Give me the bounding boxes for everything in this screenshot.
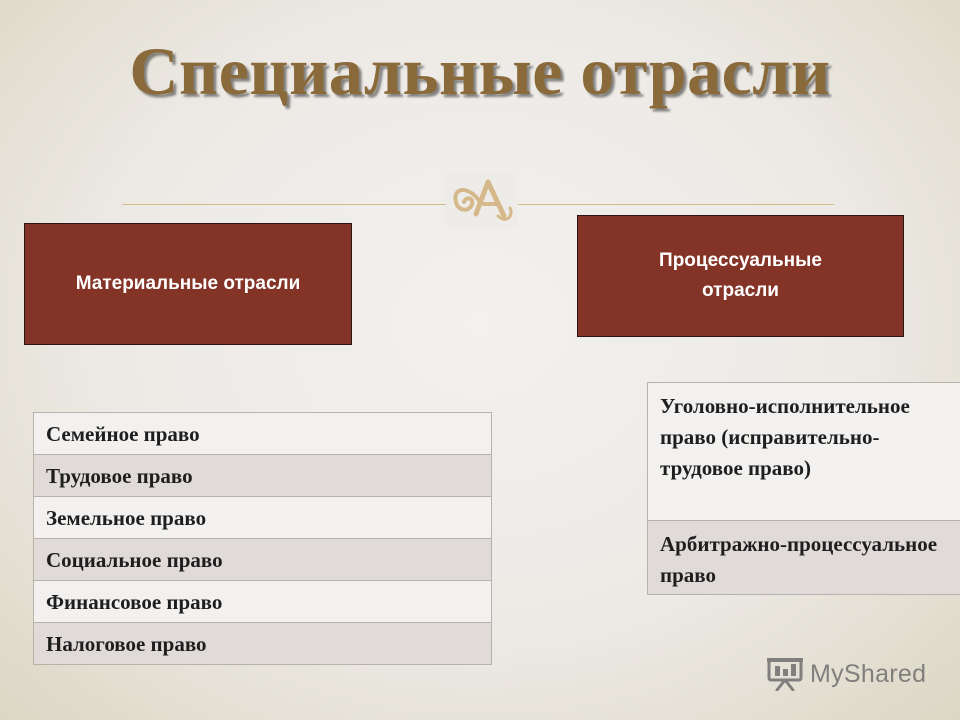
- procedural-branches-list: [647, 382, 960, 595]
- list-item: Социальное право: [34, 538, 491, 580]
- procedural-branches-box: [577, 215, 904, 337]
- flourish-ornament-icon: [446, 172, 518, 228]
- material-branches-box: [24, 223, 352, 345]
- list-item: Финансовое право: [34, 580, 491, 622]
- watermark: [766, 652, 926, 696]
- list-item: Арбитражно-процессуальное право: [648, 520, 960, 594]
- list-item: Уголовно-исполнительное право (исправительно-трудовое право): [648, 382, 960, 520]
- watermark-text: MyShared: [810, 659, 927, 688]
- list-item: Налоговое право: [34, 622, 491, 664]
- list-item: Земельное право: [34, 496, 491, 538]
- slide-title: Специальные отрасли: [129, 33, 831, 109]
- presentation-screen-icon: [766, 657, 804, 691]
- list-item: Семейное право: [34, 412, 491, 454]
- list-item: Трудовое право: [34, 454, 491, 496]
- material-branches-label: Материальные отрасли: [75, 273, 301, 294]
- material-branches-list: [33, 412, 492, 665]
- procedural-branches-label: Процессуальные отрасли: [659, 250, 822, 301]
